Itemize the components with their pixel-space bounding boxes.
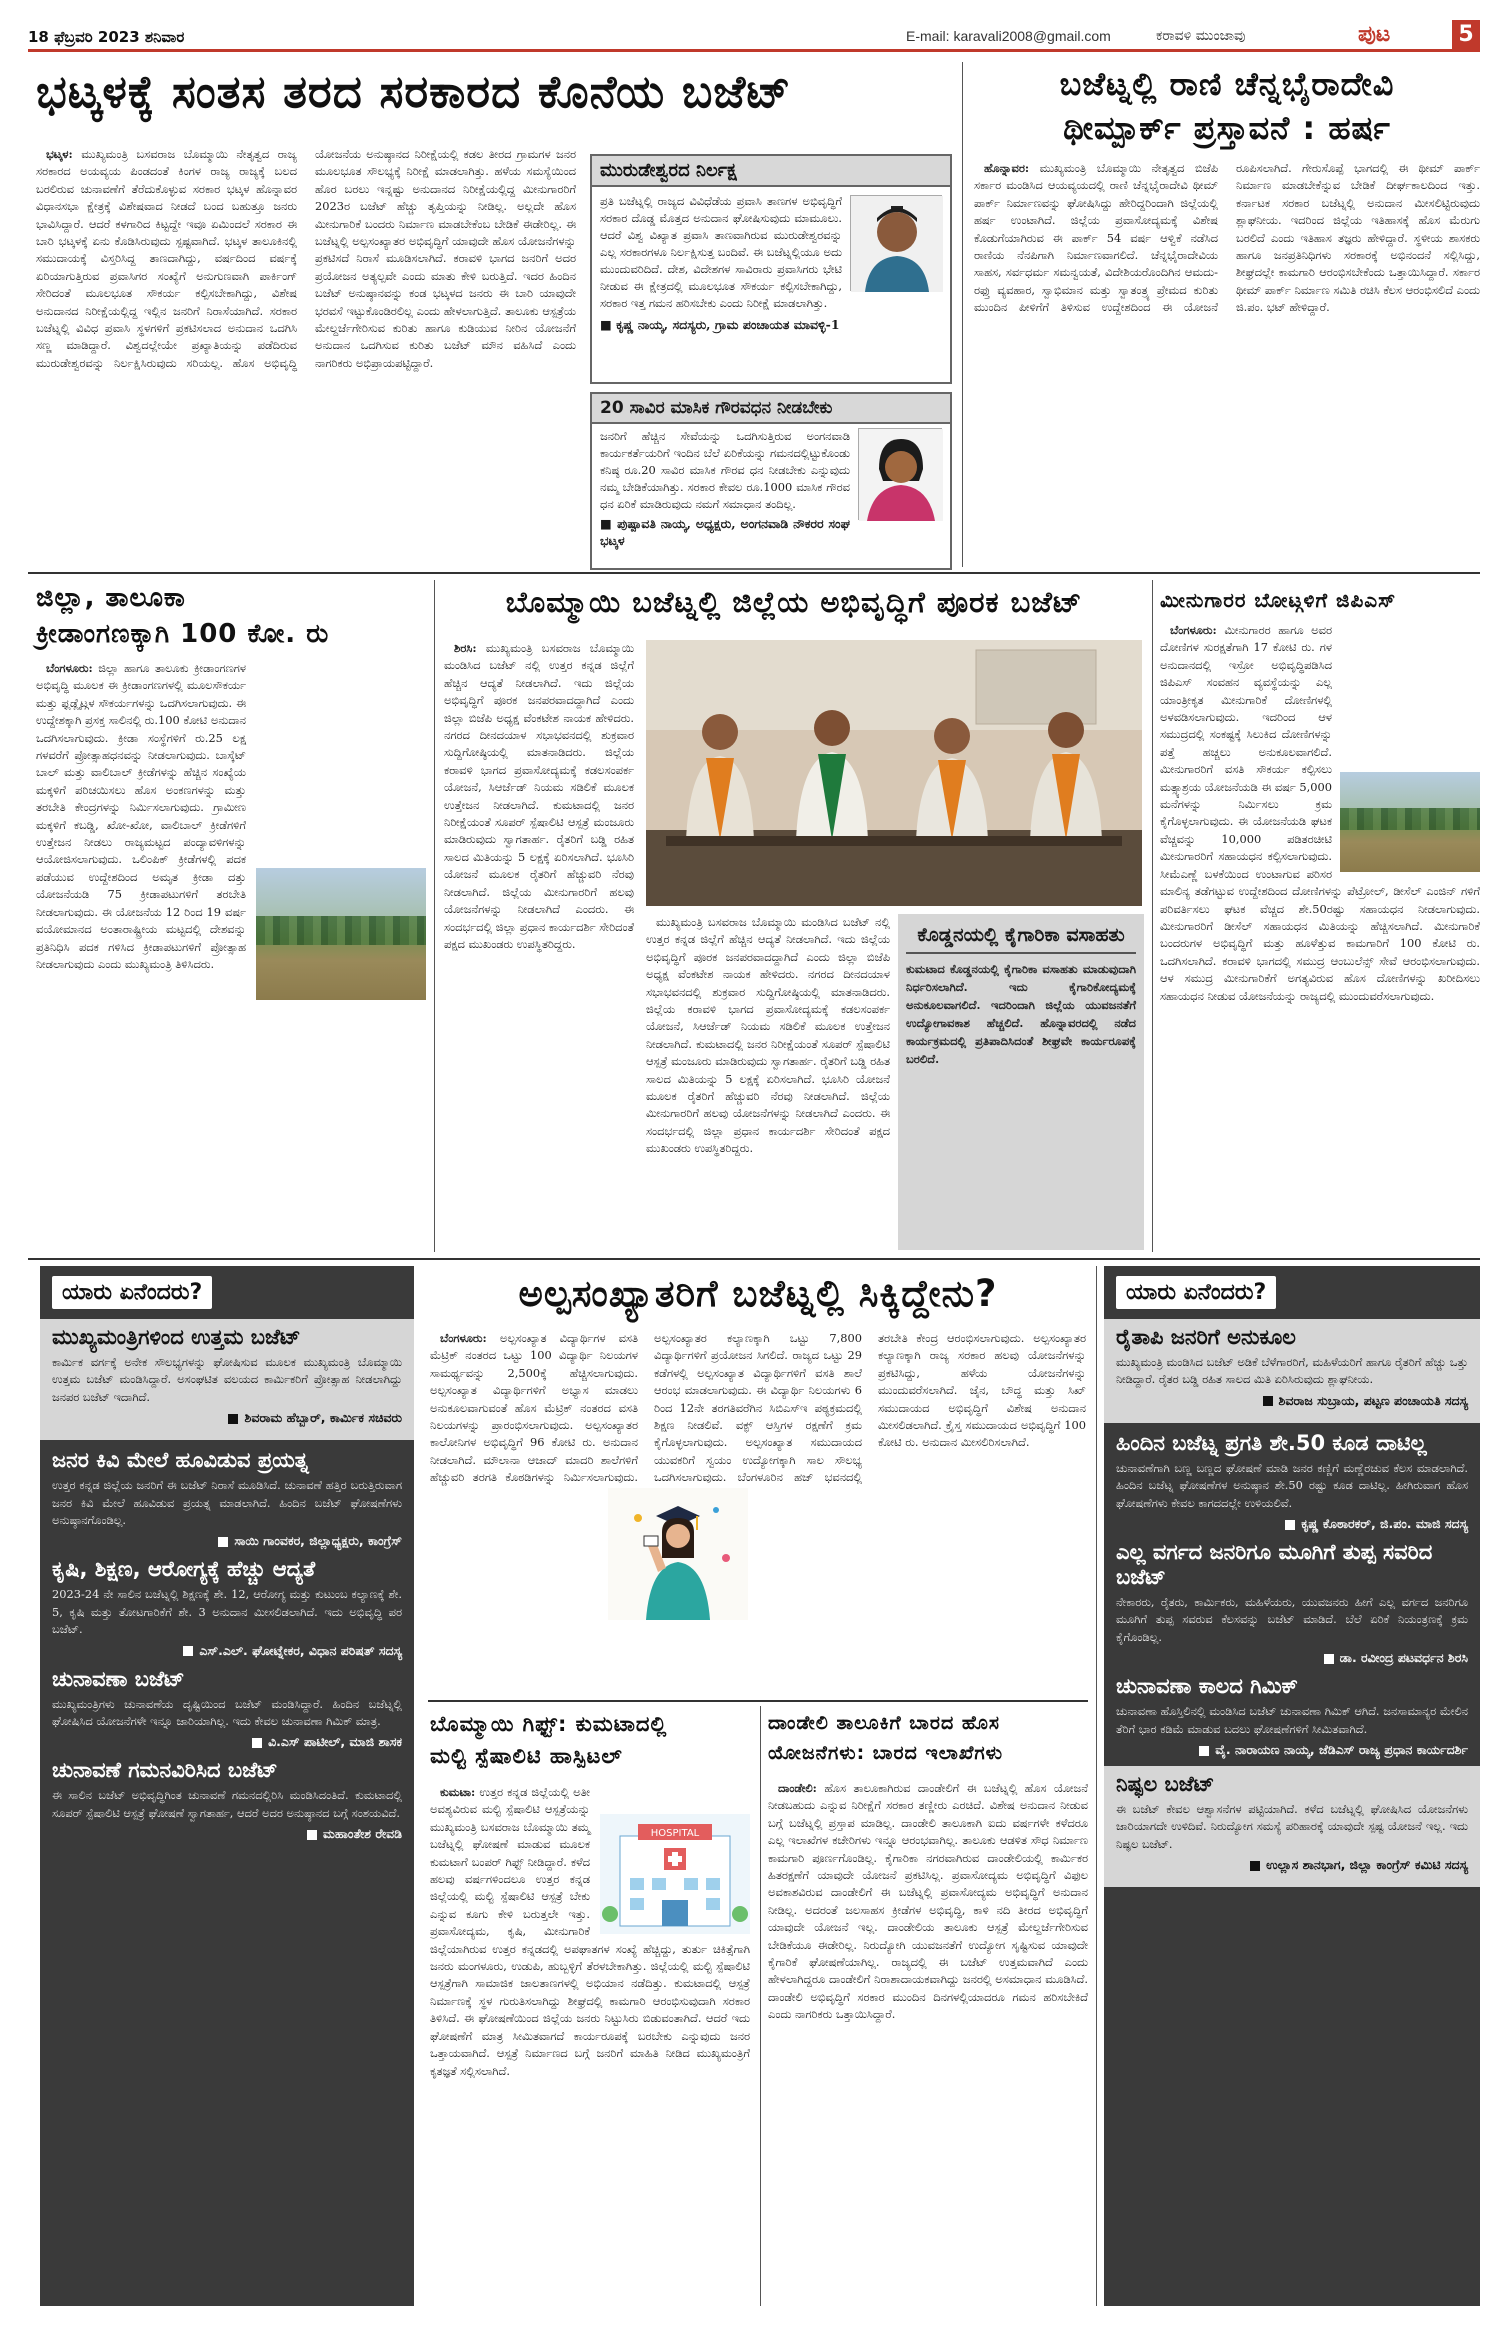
divider-bottom-right: [1096, 1266, 1097, 2306]
kumta-headline-line1: ಬೊಮ್ಮಾಯಿ ಗಿಫ್ಟ್: ಕುಮಟಾದಲ್ಲಿ: [430, 1712, 668, 1736]
minority-headline: ಅಲ್ಪಸಂಖ್ಯಾತರಿಗೆ ಬಜೆಟ್ನಲ್ಲಿ ಸಿಕ್ಕಿದ್ದೇನು?: [518, 1272, 998, 1315]
koodanagal-box: [898, 914, 1144, 1250]
divider-kumta-dandeli: [760, 1706, 761, 2306]
right-item-0-body: ಮುಖ್ಯಮಂತ್ರಿ ಮಂಡಿಸಿದ ಬಜೆಟ್ ಅಡಿಕೆ ಬೆಳೆಗಾರರಿಗೆ, ಮಹಿಳೆಯರಿಗೆ ಹಾಗೂ ರೈತರಿಗೆ ಹೆಚ್ಚು ಒತ್ತು ನೀಡಿದ್ದಾರೆ. ರೈತರ ಬಡ್ಡಿ ರಹಿತ ಸಾಲದ ಮಿತಿ ಏರಿಸಿರುವುದು ಶ್ಲಾಘನೀಯ.: [1116, 1355, 1468, 1387]
page-number: 5: [1452, 20, 1480, 50]
murudeshwar-box: ಮುರುಡೇಶ್ವರದ ನಿರ್ಲಕ್ಷ ಪ್ರತಿ ಬಜೆಟ್ನಲ್ಲಿ ರಾಜ್ಯದ ವಿವಿಧೆಡೆಯ ಪ್ರವಾಸಿ ತಾಣಗಳ ಅಭಿವೃದ್ಧಿಗೆ ಸರಕಾರ ದೊಡ್ಡ ಮೊತ್ತದ ಅನುದಾನ ಘೋಷಿಸುವುದು ಮಾಮೂಲು. ಆದರೆ ವಿಶ್ವ ವಿಖ್ಯಾತ ಪ್ರವಾಸಿ ತಾಣವಾಗಿರುವ ಮುರುಡೇಶ್ವರವನ್ನು ಎಲ್ಲ ಸರಕಾರಗಳೂ ನಿರ್ಲಕ್ಷಿಸುತ್ತ ಬಂದಿವೆ. ಈ ಬಜೆಟ್ನಲ್ಲಿಯೂ ಅದು ಮುಂದುವರಿದಿದೆ. ದೇಶ, ವಿದೇಶಗಳ ಸಾವಿರಾರು ಪ್ರವಾಸಿಗರು ಭೇಟಿ ನೀಡುವ ಈ ಕ್ಷೇತ್ರದಲ್ಲಿ ಮೂಲಭೂತ ಸೌಕರ್ಯ ಕಲ್ಪಿಸಬೇಕಾಗಿದ್ದು, ಸರಕಾರ ಇತ್ತ ಗಮನ ಹರಿಸಬೇಕು ಎಂದು ನಿರೀಕ್ಷೆ ಮಾಡಲಾಗಿತ್ತು. ■ ಕೃಷ್ಣ ನಾಯ್ಕ, ಸದಸ್ಯರು, ಗ್ರಾಮ ಪಂಚಾಯತ ಮಾವಳ್ಳಿ-1: [590, 154, 952, 384]
fishermen-body: ಮೀನುಗಾರರ ಹಾಗೂ ಅವರ ದೋಣಿಗಳ ಸುರಕ್ಷತೆಗಾಗಿ 17 ಕೋಟಿ ರು. ಗಳ ಅನುದಾನದಲ್ಲಿ ಇಸ್ರೋ ಅಭಿವೃದ್ಧಿಪಡಿಸಿದ ಜಿಪಿಎಸ್ ಸಂವಹನ ವ್ಯವಸ್ಥೆಯನ್ನು ಎಲ್ಲ ಯಾಂತ್ರೀಕೃತ ಮೀನುಗಾರಿಕೆ ದೋಣಿಗಳಲ್ಲಿ ಅಳವಡಿಸಲಾಗುವುದು. ಇದರಿಂದ ಆಳ ಸಮುದ್ರದಲ್ಲಿ ಸಂಕಷ್ಟಕ್ಕೆ ಸಿಲುಕಿದ ದೋಣಿಗಳನ್ನು ಪತ್ತೆ ಹಚ್ಚಲು ಅನುಕೂಲವಾಗಲಿದೆ. ಮೀನುಗಾರರಿಗೆ ವಸತಿ ಸೌಕರ್ಯ ಕಲ್ಪಿಸಲು ಮತ್ಸ್ಯಾಶ್ರಯ ಯೋಜನೆಯಡಿ ಈ ವರ್ಷ 5,000 ಮನೆಗಳನ್ನು ನಿರ್ಮಿಸಲು ಕ್ರಮ ಕೈಗೊಳ್ಳಲಾಗುವುದು. ಈ ಯೋಜನೆಯಡಿ ಘಟಕ ವೆಚ್ಚವನ್ನು 10,000 ಪಡಿತರಚೀಟಿ ಮೀನುಗಾರರಿಗೆ ಸಹಾಯಧನ ಕಲ್ಪಿಸಲಾಗುವುದು. ಸೀಮೆಎಣ್ಣೆ ಬಳಕೆಯಿಂದ ಉಂಟಾಗುವ ಪರಿಸರ ಮಾಲಿನ್ಯ ತಡೆಗಟ್ಟುವ ಉದ್ದೇಶದಿಂದ ದೋಣಿಗಳನ್ನು ಪೆಟ್ರೋಲ್, ಡೀಸೆಲ್ ಎಂಜಿನ್ ಗಳಿಗೆ ಪರಿವರ್ತಿಸಲು ಘಟಕ ವೆಚ್ಚದ ಶೇ.50ರಷ್ಟು ಸಹಾಯಧನ ನೀಡಲಾಗುವುದು. ಮೀನುಗಾರರಿಗೆ ಡೀಸೆಲ್ ಸಹಾಯಧನ ಮಿತಿಯನ್ನು ಹೆಚ್ಚಿಸಲಾಗಿದೆ. ಮೀನುಗಾರಿಕೆ ಬಂದರುಗಳ ಅಭಿವೃದ್ಧಿಗೆ ಮತ್ತು ಹೂಳೆತ್ತುವ ಕಾಮಗಾರಿಗೆ 100 ಕೋಟಿ ರು. ಒದಗಿಸಲಾಗಿದೆ. ಕರಾವಳಿ ಭಾಗದಲ್ಲಿ ಸಮುದ್ರ ಆಂಬುಲೆನ್ಸ್ ಸೇವೆ ಆರಂಭಿಸಲಾಗುವುದು. ಆಳ ಸಮುದ್ರ ಮೀನುಗಾರಿಕೆಗೆ ಅಗತ್ಯವಿರುವ ಹೊಸ ದೋಣಿಗಳನ್ನು ಖರೀದಿಸಲು ಸಹಾಯಧನ ನೀಡುವ ಯೋಜನೆಯನ್ನು ರಾಜ್ಯದಲ್ಲಿ ಮುಂದುವರೆಸಲಾಗುವುದು.: [1160, 623, 1480, 1003]
page-label: ಪುಟ: [1358, 22, 1391, 47]
anganwadi-box-body: ಜನರಿಗೆ ಹೆಚ್ಚಿನ ಸೇವೆಯನ್ನು ಒದಗಿಸುತ್ತಿರುವ ಅಂಗನವಾಡಿ ಕಾರ್ಯಕರ್ತೆಯರಿಗೆ ಇಂದಿನ ಬೆಲೆ ಏರಿಕೆಯನ್ನು ಗಮನದಲ್ಲಿಟ್ಟುಕೊಂಡು ಕನಿಷ್ಠ ರೂ.20 ಸಾವಿರ ಮಾಸಿಕ ಗೌರವ ಧನ ನೀಡಬೇಕು ಎನ್ನುವುದು ನಮ್ಮ ಬೇಡಿಕೆಯಾಗಿತ್ತು. ಸರಕಾರ ಕೇವಲ ರೂ.1000 ಮಾಸಿಕ ಗೌರವ ಧನ ಏರಿಕೆ ಮಾಡಿರುವುದು ನಮಗೆ ಸಮಾಧಾನ ತಂದಿಲ್ಲ.: [600, 429, 850, 511]
dandeli-dateline: ದಾಂಡೇಲಿ:: [778, 1781, 817, 1795]
kumta-body: ಉತ್ತರ ಕನ್ನಡ ಜಿಲ್ಲೆಯಲ್ಲಿ ಅತೀ ಅವಶ್ಯವಿರುವ ಮಲ್ಟಿ ಸ್ಪೆಷಾಲಿಟಿ ಆಸ್ಪತ್ರೆಯನ್ನು ಮುಖ್ಯಮಂತ್ರಿ ಬಸವರಾಜ ಬೊಮ್ಮಾಯಿ ತಮ್ಮ ಬಜೆಟ್ನಲ್ಲಿ ಘೋಷಣೆ ಮಾಡುವ ಮೂಲಕ ಕುಮಟಾಗೆ ಬಂಪರ್ ಗಿಫ್ಟ್ ನೀಡಿದ್ದಾರೆ. ಕಳೆದ ಹಲವು ವರ್ಷಗಳಿಂದಲೂ ಉತ್ತರ ಕನ್ನಡ ಜಿಲ್ಲೆಯಲ್ಲಿ ಮಲ್ಟಿ ಸ್ಪೆಷಾಲಿಟಿ ಆಸ್ಪತ್ರೆ ಬೇಕು ಎನ್ನುವ ಕೂಗು ಕೇಳಿ ಬರುತ್ತಲೇ ಇತ್ತು. ಪ್ರವಾಸೋದ್ಯಮ, ಕೃಷಿ, ಮೀನುಗಾರಿಕೆ ಜಿಲ್ಲೆಯಾಗಿರುವ ಉತ್ತರ ಕನ್ನಡದಲ್ಲಿ ಅಪಘಾತಗಳ ಸಂಖ್ಯೆ ಹೆಚ್ಚಿದ್ದು, ತುರ್ತು ಚಿಕಿತ್ಸೆಗಾಗಿ ಜನರು ಮಂಗಳೂರು, ಉಡುಪಿ, ಹುಬ್ಬಳ್ಳಿಗೆ ತೆರಳಬೇಕಾಗಿತ್ತು. ಜಿಲ್ಲೆಯಲ್ಲಿ ಮಲ್ಟಿ ಸ್ಪೆಷಾಲಿಟಿ ಆಸ್ಪತ್ರೆಗಾಗಿ ಸಾಮಾಜಿಕ ಜಾಲತಾಣಗಳಲ್ಲಿ ಅಭಿಯಾನ ನಡೆದಿತ್ತು. ಕುಮಟಾದಲ್ಲಿ ಆಸ್ಪತ್ರೆ ನಿರ್ಮಾಣಕ್ಕೆ ಸ್ಥಳ ಗುರುತಿಸಲಾಗಿದ್ದು ಶೀಘ್ರದಲ್ಲಿ ಕಾಮಗಾರಿ ಆರಂಭಿಸುವುದಾಗಿ ಸರಕಾರ ತಿಳಿಸಿದೆ. ಈ ಘೋಷಣೆಯಿಂದ ಜಿಲ್ಲೆಯ ಜನರು ನಿಟ್ಟುಸಿರು ಬಿಡುವಂತಾಗಿದೆ. ಆದರೆ ಇದು ಘೋಷಣೆಗೆ ಮಾತ್ರ ಸೀಮಿತವಾಗದೆ ಕಾರ್ಯರೂಪಕ್ಕೆ ಬರಬೇಕು ಎನ್ನುವುದು ಜನರ ಒತ್ತಾಯವಾಗಿದೆ. ಆಸ್ಪತ್ರೆ ನಿರ್ಮಾಣದ ಬಗ್ಗೆ ಜನರಿಗೆ ಮಾಹಿತಿ ನೀಡಿದ ಮುಖ್ಯಮಂತ್ರಿಗೆ ಕೃತಜ್ಞತೆ ಸಲ್ಲಿಸಲಾಗಿದೆ.: [430, 1785, 750, 2078]
left-item-1-sig: ಸಾಯಿ ಗಾಂವಕರ, ಜಿಲ್ಲಾಧ್ಯಕ್ಷರು, ಕಾಂಗ್ರೆಸ್: [234, 1533, 402, 1549]
left-item-4-head: ಚುನಾವಣೆ ಗಮನವಿರಿಸಿದ ಬಜೆಟ್: [52, 1758, 278, 1783]
stadium-body: ಜಿಲ್ಲಾ ಹಾಗೂ ತಾಲೂಕು ಕ್ರೀಡಾಂಗಣಗಳ ಅಭಿವೃದ್ಧಿ ಮೂಲಕ ಈ ಕ್ರೀಡಾಂಗಣಗಳಲ್ಲಿ ಮೂಲಸೌಕರ್ಯ ಮತ್ತು ಫ್ಲಡ್ಲೈಟ್ಗಳ ಸೌಕರ್ಯಗಳನ್ನು ಒದಗಿಸಲಾಗುವುದು. ಈ ಉದ್ದೇಶಕ್ಕಾಗಿ ಪ್ರಸಕ್ತ ಸಾಲಿನಲ್ಲಿ ರು.100 ಕೋಟಿ ಅನುದಾನ ಒದಗಿಸಲಾಗುವುದು. ಕ್ರೀಡಾ ಸಂಸ್ಥೆಗಳಿಗೆ ರು.25 ಲಕ್ಷ ಗಳವರೆಗೆ ಪ್ರೋತ್ಸಾಹಧನವನ್ನು ನೀಡಲಾಗುವುದು. ಬಾಸ್ಕೆಟ್ ಬಾಲ್ ಮತ್ತು ವಾಲಿಬಾಲ್ ಕ್ರೀಡೆಗಳನ್ನು ಹೆಚ್ಚಿನ ಸಂಖ್ಯೆಯ ಮಕ್ಕಳಿಗೆ ಪರಿಚಯಿಸಲು ಹೊಸ ಅಂಕಣಗಳನ್ನು ಮತ್ತು ತರಬೇತಿ ಕೇಂದ್ರಗಳನ್ನು ನಿರ್ಮಿಸಲಾಗುವುದು. ಗ್ರಾಮೀಣ ಮಕ್ಕಳಿಗೆ ಕಬಡ್ಡಿ, ಖೋ-ಖೋ, ವಾಲಿಬಾಲ್ ಕ್ರೀಡೆಗಳಿಗೆ ಉತ್ತೇಜನ ನೀಡಲು ರಾಜ್ಯಮಟ್ಟದ ಪಂದ್ಯಾವಳಿಗಳನ್ನು ಆಯೋಜಿಸಲಾಗುವುದು. ಒಲಿಂಪಿಕ್ ಕ್ರೀಡೆಗಳಲ್ಲಿ ಪದಕ ಪಡೆಯುವ ಉದ್ದೇಶದಿಂದ ಅಮೃತ ಕ್ರೀಡಾ ದತ್ತು ಯೋಜನೆಯಡಿ 75 ಕ್ರೀಡಾಪಟುಗಳಿಗೆ ತರಬೇತಿ ನೀಡಲಾಗುವುದು. ಈ ಯೋಜನೆಯ 12 ರಿಂದ 19 ವರ್ಷ ವಯೋಮಾನದ ಅಂತಾರಾಷ್ಟ್ರೀಯ ಮಟ್ಟದಲ್ಲಿ ದೇಶವನ್ನು ಪ್ರತಿನಿಧಿಸಿ ಪದಕ ಗಳಿಸಿದ ಕ್ರೀಡಾಪಟುಗಳಿಗೆ ಪ್ರೋತ್ಸಾಹ ನೀಡಲಾಗುವುದು ಎಂದು ಮುಖ್ಯಮಂತ್ರಿ ತಿಳಿಸಿದರು.: [36, 661, 246, 971]
dandeli-headline-line1: ದಾಂಡೇಲಿ ತಾಲೂಕಿಗೆ ಬಾರದ ಹೊಸ: [768, 1712, 1000, 1734]
lead-story: [36, 146, 576, 564]
left-item-2-body: 2023-24 ನೇ ಸಾಲಿನ ಬಜೆಟ್ನಲ್ಲಿ ಶಿಕ್ಷಣಕ್ಕೆ ಶೇ. 12, ಆರೋಗ್ಯ ಮತ್ತು ಕುಟುಂಬ ಕಲ್ಯಾಣಕ್ಕೆ ಶೇ. 5, ಕೃಷಿ ಮತ್ತು ತೋಟಗಾರಿಕೆಗೆ ಶೇ. 3 ಅನುದಾನ ಮೀಸಲಿಡಲಾಗಿದೆ. ಇದು ಅಭಿವೃದ್ಧಿ ಪರ ಬಜೆಟ್.: [52, 1587, 402, 1637]
district-headline: ಬೊಮ್ಮಾಯಿ ಬಜೆಟ್ನಲ್ಲಿ ಜಿಲ್ಲೆಯ ಅಭಿವೃದ್ಧಿಗೆ ಪೂರಕ ಬಜೆಟ್: [505, 585, 1083, 619]
graduate-illustration: [608, 1488, 748, 1620]
fishermen-headline: ಮೀನುಗಾರರ ಬೋಟ್ಗಳಿಗೆ ಜಿಪಿಎಸ್: [1160, 588, 1397, 612]
right-item-0-head: ರೈತಾಪಿ ಜನರಿಗೆ ಅನುಕೂಲ: [1116, 1325, 1296, 1349]
stadium-field-photo: [256, 868, 426, 1000]
district-body: ಮುಖ್ಯಮಂತ್ರಿ ಬಸವರಾಜ ಬೊಮ್ಮಾಯಿ ಮಂಡಿಸಿದ ಬಜೆಟ್ ನಲ್ಲಿ ಉತ್ತರ ಕನ್ನಡ ಜಿಲ್ಲೆಗೆ ಹೆಚ್ಚಿನ ಆದ್ಯತೆ ನೀಡಲಾಗಿದೆ. ಇದು ಜಿಲ್ಲೆಯ ಅಭಿವೃದ್ಧಿಗೆ ಪೂರಕ ಜನಪರವಾದದ್ದಾಗಿದೆ ಎಂದು ಜಿಲ್ಲಾ ಬಿಜೆಪಿ ಅಧ್ಯಕ್ಷ ವೆಂಕಟೇಶ ನಾಯಕ ಹೇಳಿದರು. ನಗರದ ದೀನದಯಾಳ ಸಭಾಭವನದಲ್ಲಿ ಶುಕ್ರವಾರ ಸುದ್ದಿಗೋಷ್ಠಿಯಲ್ಲಿ ಮಾತನಾಡಿದರು. ಜಿಲ್ಲೆಯ ಕರಾವಳಿ ಭಾಗದ ಪ್ರವಾಸೋದ್ಯಮಕ್ಕೆ ಕಡಲಸಂಪರ್ಕ ಯೋಜನೆ, ಸಿಆರ್ಜೆಡ್ ನಿಯಮ ಸಡಿಲಿಕೆ ಮೂಲಕ ಉತ್ತೇಜನ ನೀಡಲಾಗಿದೆ. ಕುಮಟಾದಲ್ಲಿ ಜನರ ನಿರೀಕ್ಷೆಯಂತೆ ಸೂಪರ್ ಸ್ಪೆಷಾಲಿಟಿ ಆಸ್ಪತ್ರೆ ಮಂಜೂರು ಮಾಡಿರುವುದು ಸ್ವಾಗತಾರ್ಹ. ರೈತರಿಗೆ ಬಡ್ಡಿ ರಹಿತ ಸಾಲದ ಮಿತಿಯನ್ನು 5 ಲಕ್ಷಕ್ಕೆ ಏರಿಸಲಾಗಿದೆ. ಭೂಸಿರಿ ಯೋಜನೆ ಮೂಲಕ ರೈತರಿಗೆ ಹೆಚ್ಚುವರಿ ನೆರವು ನೀಡಲಾಗಿದೆ. ಜಿಲ್ಲೆಯ ಮೀನುಗಾರರಿಗೆ ಹಲವು ಯೋಜನೆಗಳನ್ನು ನೀಡಲಾಗಿದೆ ಎಂದರು. ಈ ಸಂದರ್ಭದಲ್ಲಿ ಜಿಲ್ಲಾ ಪ್ರಧಾನ ಕಾರ್ಯದರ್ಶಿ ಸೇರಿದಂತೆ ಪಕ್ಷದ ಮುಖಂಡರು ಉಪಸ್ಥಿತರಿದ್ದರು.: [444, 641, 634, 951]
murudeshwar-box-signature: ಕೃಷ್ಣ ನಾಯ್ಕ, ಸದಸ್ಯರು, ಗ್ರಾಮ ಪಂಚಾಯತ ಮಾವಳ್ಳಿ-1: [616, 317, 840, 332]
divider-mid-right: [1152, 580, 1153, 1252]
murudeshwar-box-body: ಪ್ರತಿ ಬಜೆಟ್ನಲ್ಲಿ ರಾಜ್ಯದ ವಿವಿಧೆಡೆಯ ಪ್ರವಾಸಿ ತಾಣಗಳ ಅಭಿವೃದ್ಧಿಗೆ ಸರಕಾರ ದೊಡ್ಡ ಮೊತ್ತದ ಅನುದಾನ ಘೋಷಿಸುವುದು ಮಾಮೂಲು. ಆದರೆ ವಿಶ್ವ ವಿಖ್ಯಾತ ಪ್ರವಾಸಿ ತಾಣವಾಗಿರುವ ಮುರುಡೇಶ್ವರವನ್ನು ಎಲ್ಲ ಸರಕಾರಗಳೂ ನಿರ್ಲಕ್ಷಿಸುತ್ತ ಬಂದಿವೆ. ಈ ಬಜೆಟ್ನಲ್ಲಿಯೂ ಅದು ಮುಂದುವರಿದಿದೆ. ದೇಶ, ವಿದೇಶಗಳ ಸಾವಿರಾರು ಪ್ರವಾಸಿಗರು ಭೇಟಿ ನೀಡುವ ಈ ಕ್ಷೇತ್ರದಲ್ಲಿ ಮೂಲಭೂತ ಸೌಕರ್ಯ ಕಲ್ಪಿಸಬೇಕಾಗಿದ್ದು, ಸರಕಾರ ಇತ್ತ ಗಮನ ಹರಿಸಬೇಕು ಎಂದು ನಿರೀಕ್ಷೆ ಮಾಡಲಾಗಿತ್ತು.: [600, 194, 842, 310]
stadium-story: [36, 660, 426, 1252]
press-meet-photo: [646, 640, 1142, 906]
rule-2: [28, 1258, 1480, 1260]
district-story-col2: [646, 914, 890, 1252]
right-item-2-sig: ಡಾ. ರವೀಂದ್ರ ಪಟವರ್ಧನ ಶಿರಸಿ: [1339, 1650, 1468, 1666]
rani-story: [974, 160, 1480, 566]
koodanagal-box-body: ಕುಮಟಾದ ಕೊಡ್ಡನಯಲ್ಲಿ ಕೈಗಾರಿಕಾ ವಸಾಹತು ಮಾಡುವುದಾಗಿ ನಿರ್ಧರಿಸಲಾಗಿದೆ. ಇದು ಕೈಗಾರಿಕೋದ್ಯಮಕ್ಕೆ ಅನುಕೂಲವಾಗಲಿದೆ. ಇದರಿಂದಾಗಿ ಜಿಲ್ಲೆಯ ಯುವಜನತೆಗೆ ಉದ್ಯೋಗಾವಕಾಶ ಹೆಚ್ಚಲಿದೆ. ಹೊನ್ನಾವರದಲ್ಲಿ ನಡೆದ ಕಾರ್ಯಕ್ರಮದಲ್ಲಿ ಪ್ರತಿಪಾದಿಸಿದಂತೆ ಶೀಘ್ರವೇ ಕಾರ್ಯರೂಪಕ್ಕೆ ಬರಲಿದೆ.: [906, 962, 1136, 1066]
left-item-1-body: ಉತ್ತರ ಕನ್ನಡ ಜಿಲ್ಲೆಯ ಜನರಿಗೆ ಈ ಬಜೆಟ್ ನಿರಾಸೆ ಮೂಡಿಸಿದೆ. ಚುನಾವಣೆ ಹತ್ತಿರ ಬರುತ್ತಿರುವಾಗ ಜನರ ಕಿವಿ ಮೇಲೆ ಹೂವಿಡುವ ಪ್ರಯತ್ನ ಮಾಡಲಾಗಿದೆ. ಹಿಂದಿನ ಬಜೆಟ್ ಘೋಷಣೆಗಳು ಅನುಷ್ಠಾನಗೊಂಡಿಲ್ಲ.: [52, 1478, 402, 1528]
murudeshwar-person-photo: [850, 195, 942, 291]
lead-headline: ಭಟ್ಕಳಕ್ಕೆ ಸಂತಸ ತರದ ಸರಕಾರದ ಕೊನೆಯ ಬಜೆಟ್: [36, 65, 792, 118]
rani-body: ಮುಖ್ಯಮಂತ್ರಿ ಬೊಮ್ಮಾಯಿ ನೇತೃತ್ವದ ಬಿಜೆಪಿ ಸರ್ಕಾರ ಮಂಡಿಸಿದ ಆಯವ್ಯಯದಲ್ಲಿ ರಾಣಿ ಚೆನ್ನಭೈರಾದೇವಿ ಥೀಮ್ ಪಾರ್ಕ್ ನಿರ್ಮಾಣವನ್ನು ಘೋಷಿಸಿದ್ದು ಹೇರಿದ್ದರಿಂದಾಗಿ ಜಿಲ್ಲೆಯಲ್ಲಿ ಹರ್ಷ ಉಂಟಾಗಿದೆ. ಜಿಲ್ಲೆಯ ಪ್ರವಾಸೋದ್ಯಮಕ್ಕೆ ವಿಶೇಷ ಕೊಡುಗೆಯಾಗಿರುವ ಈ ಪಾರ್ಕ್ 54 ವರ್ಷ ಆಳ್ವಿಕೆ ನಡೆಸಿದ ರಾಣಿಯ ನೆನಪಿಗಾಗಿ ನಿರ್ಮಾಣವಾಗಲಿದೆ. ಚೆನ್ನಭೈರಾದೇವಿಯ ಸಾಹಸ, ಸರ್ವಧರ್ಮ ಸಮನ್ವಯತೆ, ವಿದೇಶಿಯರೊಂದಿಗಿನ ಆಮದು-ರಫ್ತು ವ್ಯವಹಾರ, ಸ್ವಾಭಿಮಾನ ಮತ್ತು ಸ್ವಾತಂತ್ರ್ಯ ಪ್ರೇಮದ ಕುರಿತು ಮುಂದಿನ ಪೀಳಿಗೆಗೆ ತಿಳಿಸುವ ಉದ್ದೇಶದಿಂದ ಈ ಯೋಜನೆ ರೂಪಿಸಲಾಗಿದೆ. ಗೇರುಸೊಪ್ಪೆ ಭಾಗದಲ್ಲಿ ಈ ಥೀಮ್ ಪಾರ್ಕ್ ನಿರ್ಮಾಣ ಮಾಡಬೇಕೆನ್ನುವ ಬೇಡಿಕೆ ದೀರ್ಘಕಾಲದಿಂದ ಇತ್ತು. ಕರ್ನಾಟಕ ಸರಕಾರ ಬಜೆಟ್ನಲ್ಲಿ ಅನುದಾನ ಮೀಸಲಿಟ್ಟಿರುವುದು ಶ್ಲಾಘನೀಯ. ಇದರಿಂದ ಜಿಲ್ಲೆಯ ಇತಿಹಾಸಕ್ಕೆ ಹೊಸ ಮೆರುಗು ಬರಲಿದೆ ಎಂದು ಇತಿಹಾಸ ತಜ್ಞರು ಹೇಳಿದ್ದಾರೆ. ಸ್ಥಳೀಯ ಶಾಸಕರು ಹಾಗೂ ಜನಪ್ರತಿನಿಧಿಗಳು ಸರಕಾರಕ್ಕೆ ಅಭಿನಂದನೆ ಸಲ್ಲಿಸಿದ್ದು, ಶೀಘ್ರದಲ್ಲೇ ಕಾಮಗಾರಿ ಆರಂಭಿಸಬೇಕೆಂದು ಒತ್ತಾಯಿಸಿದ್ದಾರೆ. ಸರ್ಕಾರ ಥೀಮ್ ಪಾರ್ಕ್ ನಿರ್ಮಾಣ ಸಮಿತಿ ರಚಿಸಿ ಕೆಲಸ ಆರಂಭಿಸಲಿದೆ ಎಂದು ಜಿ.ಪಂ. ಭಟ್ ಹೇಳಿದ್ದಾರೆ.: [974, 161, 1480, 315]
right-item-3-body: ಚುನಾವಣಾ ಹೊಸ್ತಿಲಿನಲ್ಲಿ ಮಂಡಿಸಿದ ಬಜೆಟ್ ಚುನಾವಣಾ ಗಿಮಿಕ್ ಆಗಿದೆ. ಜನಸಾಮಾನ್ಯರ ಮೇಲಿನ ತೆರಿಗೆ ಭಾರ ಕಡಿಮೆ ಮಾಡುವ ಬದಲು ಘೋಷಣೆಗಳಿಗೆ ಸೀಮಿತವಾಗಿದೆ.: [1116, 1704, 1468, 1736]
stadium-headline-line1: ಜಿಲ್ಲಾ, ತಾಲೂಕಾ: [36, 583, 186, 613]
rule-1: [28, 572, 1480, 574]
right-item-2-head: ಎಲ್ಲ ವರ್ಗದ ಜನರಿಗೂ ಮೂಗಿಗೆ ತುಪ್ಪ ಸವರಿದ ಬಜೆಟ್: [1116, 1540, 1433, 1590]
stadium-dateline: ಬೆಂಗಳೂರು:: [46, 661, 93, 675]
right-item-4-sig: ಉಲ್ಲಾಸ ಶಾನಭಾಗ, ಜಿಲ್ಲಾ ಕಾಂಗ್ರೆಸ್ ಕಮಿಟಿ ಸದಸ್ಯ: [1266, 1857, 1468, 1873]
right-item-2-body: ನೇಕಾರರು, ರೈತರು, ಕಾರ್ಮಿಕರು, ಮಹಿಳೆಯರು, ಯುವಜನರು ಹೀಗೆ ಎಲ್ಲ ವರ್ಗದ ಜನರಿಗೂ ಮೂಗಿಗೆ ತುಪ್ಪ ಸವರುವ ಕೆಲಸವನ್ನು ಬಜೆಟ್ ಮಾಡಿದೆ. ಬೆಲೆ ಏರಿಕೆ ನಿಯಂತ್ರಣಕ್ಕೆ ಕ್ರಮ ಕೈಗೊಂಡಿಲ್ಲ.: [1116, 1595, 1468, 1644]
left-item-0-head: ಮುಖ್ಯಮಂತ್ರಿಗಳಿಂದ ಉತ್ತಮ ಬಜೆಟ್: [52, 1325, 301, 1349]
lead-dateline: ಭಟ್ಕಳ:: [46, 147, 73, 161]
divider-top: [962, 62, 963, 567]
district-dateline: ಶಿರಸಿ:: [454, 641, 477, 655]
right-item-1-body: ಚುನಾವಣೆಗಾಗಿ ಬಣ್ಣ ಬಣ್ಣದ ಘೋಷಣೆ ಮಾಡಿ ಜನರ ಕಣ್ಣಿಗೆ ಮಣ್ಣೆರಚುವ ಕೆಲಸ ಮಾಡಲಾಗಿದೆ. ಹಿಂದಿನ ಬಜೆಟ್ನ ಘೋಷಣೆಗಳ ಅನುಷ್ಠಾನ ಶೇ.50 ರಷ್ಟು ಕೂಡ ದಾಟಿಲ್ಲ. ಹೀಗಿರುವಾಗ ಹೊಸ ಘೋಷಣೆಗಳು ಕೇವಲ ಕಾಗದದಲ್ಲೇ ಉಳಿಯಲಿವೆ.: [1116, 1460, 1468, 1510]
anganwadi-box-signature: ಪುಷ್ಪಾವತಿ ನಾಯ್ಕ, ಅಧ್ಯಕ್ಷರು, ಅಂಗನವಾಡಿ ನೌಕರರ ಸಂಘ ಭಟ್ಕಳ: [600, 516, 850, 548]
rani-headline-line1: ಬಜೆಟ್ನಲ್ಲಿ ರಾಣಿ ಚೆನ್ನಭೈರಾದೇವಿ: [1059, 65, 1395, 103]
left-item-3-head: ಚುನಾವಣಾ ಬಜೆಟ್: [52, 1666, 185, 1691]
rani-headline-line2: ಥೀಮ್ಪಾರ್ಕ್ ಪ್ರಸ್ತಾವನೆ : ಹರ್ಷ: [1063, 109, 1391, 147]
fishermen-story: [1160, 622, 1480, 1252]
paper-name: ಕರಾವಳಿ ಮುಂಜಾವು: [1156, 28, 1246, 44]
kumta-story: [430, 1784, 750, 2304]
left-item-2-head: ಕೃಷಿ, ಶಿಕ್ಷಣ, ಆರೋಗ್ಯಕ್ಕೆ ಹೆಚ್ಚು ಆದ್ಯತೆ: [52, 1557, 316, 1582]
left-opinions-panel: [40, 1266, 414, 2306]
anganwadi-box-title: 20 ಸಾವಿರ ಮಾಸಿಕ ಗೌರವಧನ ನೀಡಬೇಕು: [592, 394, 950, 424]
right-item-4-head: ನಿಷ್ಫಲ ಬಜೆಟ್: [1116, 1772, 1215, 1797]
left-item-4-sig: ಮಹಾಂತೇಶ ರೇವಡಿ: [322, 1826, 402, 1842]
fishermen-dateline: ಬೆಂಗಳೂರು:: [1170, 623, 1217, 637]
district-story-col1: [444, 640, 634, 1252]
left-panel-title: ಯಾರು ಏನೆಂದರು?: [52, 1276, 212, 1309]
minority-dateline: ಬೆಂಗಳೂರು:: [440, 1331, 487, 1345]
anganwadi-person-photo: [858, 428, 942, 520]
left-item-3-body: ಮುಖ್ಯಮಂತ್ರಿಗಳು ಚುನಾವಣೆಯ ದೃಷ್ಟಿಯಿಂದ ಬಜೆಟ್ ಮಂಡಿಸಿದ್ದಾರೆ. ಹಿಂದಿನ ಬಜೆಟ್ನಲ್ಲಿ ಘೋಷಿಸಿದ ಯೋಜನೆಗಳೇ ಇನ್ನೂ ಜಾರಿಯಾಗಿಲ್ಲ. ಇದು ಕೇವಲ ಚುನಾವಣಾ ಗಿಮಿಕ್ ಮಾತ್ರ.: [52, 1696, 402, 1729]
rani-dateline: ಹೊನ್ನಾವರ:: [984, 161, 1030, 175]
masthead: [28, 22, 1480, 52]
right-item-0-sig: ಶಿವರಾಜ ಸುಬ್ರಾಯ, ಪಟ್ಟಣ ಪಂಚಾಯತಿ ಸದಸ್ಯ: [1278, 1392, 1468, 1408]
left-item-2-sig: ಎಸ್.ಎಲ್. ಘೋಟ್ನೇಕರ, ವಿಧಾನ ಪರಿಷತ್ ಸದಸ್ಯ: [199, 1642, 402, 1658]
minority-story: [430, 1330, 1086, 1692]
right-item-1-head: ಹಿಂದಿನ ಬಜೆಟ್ನ ಪ್ರಗತಿ ಶೇ.50 ಕೂಡ ದಾಟಿಲ್ಲ: [1116, 1430, 1427, 1455]
right-panel-title: ಯಾರು ಏನೆಂದರು?: [1116, 1276, 1276, 1309]
murudeshwar-box-title: ಮುರುಡೇಶ್ವರದ ನಿರ್ಲಕ್ಷ: [592, 156, 950, 187]
left-item-0-body: ಕಾರ್ಮಿಕ ವರ್ಗಕ್ಕೆ ಅನೇಕ ಸೌಲಭ್ಯಗಳನ್ನು ಘೋಷಿಸುವ ಮೂಲಕ ಮುಖ್ಯಮಂತ್ರಿ ಬೊಮ್ಮಾಯಿ ಉತ್ತಮ ಬಜೆಟ್ ಮಂಡಿಸಿದ್ದಾರೆ. ಅಸಂಘಟಿತ ವಲಯದ ಕಾರ್ಮಿಕರಿಗೆ ಪ್ರೋತ್ಸಾಹ ನೀಡಲಾಗಿದ್ದು ಜನಪರ ಬಜೆಟ್ ಇದಾಗಿದೆ.: [52, 1355, 402, 1404]
rule-3: [428, 1700, 1088, 1702]
anganwadi-box: 20 ಸಾವಿರ ಮಾಸಿಕ ಗೌರವಧನ ನೀಡಬೇಕು ಜನರಿಗೆ ಹೆಚ್ಚಿನ ಸೇವೆಯನ್ನು ಒದಗಿಸುತ್ತಿರುವ ಅಂಗನವಾಡಿ ಕಾರ್ಯಕರ್ತೆಯರಿಗೆ ಇಂದಿನ ಬೆಲೆ ಏರಿಕೆಯನ್ನು ಗಮನದಲ್ಲಿಟ್ಟುಕೊಂಡು ಕನಿಷ್ಠ ರೂ.20 ಸಾವಿರ ಮಾಸಿಕ ಗೌರವ ಧನ ನೀಡಬೇಕು ಎನ್ನುವುದು ನಮ್ಮ ಬೇಡಿಕೆಯಾಗಿತ್ತು. ಸರಕಾರ ಕೇವಲ ರೂ.1000 ಮಾಸಿಕ ಗೌರವ ಧನ ಏರಿಕೆ ಮಾಡಿರುವುದು ನಮಗೆ ಸಮಾಧಾನ ತಂದಿಲ್ಲ. ■ ಪುಷ್ಪಾವತಿ ನಾಯ್ಕ, ಅಧ್ಯಕ್ಷರು, ಅಂಗನವಾಡಿ ನೌಕರರ ಸಂಘ ಭಟ್ಕಳ: [590, 392, 952, 570]
kumta-headline-line2: ಮಲ್ಟಿ ಸ್ಪೆಷಾಲಿಟಿ ಹಾಸ್ಪಿಟಲ್: [430, 1744, 623, 1768]
minority-body: ಅಲ್ಪಸಂಖ್ಯಾತ ವಿದ್ಯಾರ್ಥಿಗಳ ವಸತಿ ಮೆಟ್ರಿಕ್ ನಂತರದ ಒಟ್ಟು 100 ವಿದ್ಯಾರ್ಥಿ ನಿಲಯಗಳ ಸಾಮರ್ಥ್ಯವನ್ನು 2,500ಕ್ಕೆ ಹೆಚ್ಚಿಸಲಾಗುವುದು. ಅಲ್ಪಸಂಖ್ಯಾತ ವಿದ್ಯಾರ್ಥಿಗಳಿಗೆ ಅಭ್ಯಾಸ ಮಾಡಲು ಅನುಕೂಲವಾಗುವಂತೆ ಹೊಸ ಮೆಟ್ರಿಕ್ ನಂತರದ ವಸತಿ ನಿಲಯಗಳನ್ನು ಪ್ರಾರಂಭಿಸಲಾಗುವುದು. ಅಲ್ಪಸಂಖ್ಯಾತರ ಕಾಲೋನಿಗಳ ಅಭಿವೃದ್ಧಿಗೆ 96 ಕೋಟಿ ರು. ಅನುದಾನ ನೀಡಲಾಗಿದೆ. ಮೌಲಾನಾ ಆಜಾದ್ ಮಾದರಿ ಶಾಲೆಗಳಿಗೆ ಹೆಚ್ಚುವರಿ ತರಗತಿ ಕೊಠಡಿಗಳನ್ನು ನಿರ್ಮಿಸಲಾಗುವುದು. ಅಲ್ಪಸಂಖ್ಯಾತರ ಕಲ್ಯಾಣಕ್ಕಾಗಿ ಒಟ್ಟು 7,800 ವಿದ್ಯಾರ್ಥಿಗಳಿಗೆ ಪ್ರಯೋಜನ ಸಿಗಲಿದೆ. ರಾಜ್ಯದ ಒಟ್ಟು 29 ಕಡೆಗಳಲ್ಲಿ ಅಲ್ಪಸಂಖ್ಯಾತ ವಿದ್ಯಾರ್ಥಿಗಳಿಗೆ ವಸತಿ ಶಾಲೆ ಆರಂಭ ಮಾಡಲಾಗುವುದು. ಈ ವಿದ್ಯಾರ್ಥಿ ನಿಲಯಗಳು 6 ರಿಂದ 12ನೇ ತರಗತಿವರೆಗಿನ ಸಿಬಿಎಸ್ಇ ಪಠ್ಯಕ್ರಮದಲ್ಲಿ ಶಿಕ್ಷಣ ನೀಡಲಿವೆ. ವಕ್ಫ್ ಆಸ್ತಿಗಳ ರಕ್ಷಣೆಗೆ ಕ್ರಮ ಕೈಗೊಳ್ಳಲಾಗುವುದು. ಅಲ್ಪಸಂಖ್ಯಾತ ಸಮುದಾಯದ ಯುವಕರಿಗೆ ಸ್ವಯಂ ಉದ್ಯೋಗಕ್ಕಾಗಿ ಸಾಲ ಸೌಲಭ್ಯ ಒದಗಿಸಲಾಗುವುದು. ಬೆಂಗಳೂರಿನ ಹಜ್ ಭವನದಲ್ಲಿ ತರಬೇತಿ ಕೇಂದ್ರ ಆರಂಭಿಸಲಾಗುವುದು. ಅಲ್ಪಸಂಖ್ಯಾತರ ಕಲ್ಯಾಣಕ್ಕಾಗಿ ರಾಜ್ಯ ಸರಕಾರ ಹಲವು ಯೋಜನೆಗಳನ್ನು ಪ್ರಕಟಿಸಿದ್ದು, ಹಳೆಯ ಯೋಜನೆಗಳನ್ನು ಮುಂದುವರೆಸಲಾಗಿದೆ. ಜೈನ, ಬೌದ್ಧ ಮತ್ತು ಸಿಖ್ ಸಮುದಾಯದ ಅಭಿವೃದ್ಧಿಗೆ ವಿಶೇಷ ಅನುದಾನ ಮೀಸಲಿಡಲಾಗಿದೆ. ಕ್ರೈಸ್ತ ಸಮುದಾಯದ ಅಭಿವೃದ್ಧಿಗೆ 100 ಕೋಟಿ ರು. ಅನುದಾನ ಮೀಸಲಿರಿಸಲಾಗಿದೆ.: [430, 1331, 1086, 1485]
hospital-sign-text: HOSPITAL: [650, 1828, 700, 1839]
divider-mid-left: [434, 580, 435, 1252]
dandeli-story: [768, 1780, 1088, 2304]
left-item-1-head: ಜನರ ಕಿವಿ ಮೇಲೆ ಹೂವಿಡುವ ಪ್ರಯತ್ನ: [52, 1448, 309, 1473]
contact-email[interactable]: E-mail: karavali2008@gmail.com: [906, 28, 1111, 44]
koodanagal-box-title: ಕೊಡ್ಡನಯಲ್ಲಿ ಕೈಗಾರಿಕಾ ವಸಾಹತು: [906, 922, 1136, 954]
right-item-3-sig: ವೈ. ನಾರಾಯಣ ನಾಯ್ಕ, ಜೆಡಿಎಸ್ ರಾಜ್ಯ ಪ್ರಧಾನ ಕಾರ್ಯದರ್ಶಿ: [1215, 1742, 1468, 1758]
hospital-illustration: [600, 1814, 750, 1934]
right-opinions-panel: [1104, 1266, 1480, 2306]
right-item-3-head: ಚುನಾವಣಾ ಕಾಲದ ಗಿಮಿಕ್: [1116, 1674, 1298, 1699]
left-item-3-sig: ವಿ.ಎಸ್ ಪಾಟೀಲ್, ಮಾಜಿ ಶಾಸಕ: [268, 1734, 402, 1750]
kumta-dateline: ಕುಮಟಾ:: [440, 1785, 476, 1799]
left-item-0-sig: ಶಿವರಾಮ ಹೆಬ್ಬಾರ್, ಕಾರ್ಮಿಕ ಸಚಿವರು: [244, 1410, 402, 1426]
stadium-headline-line2: ಕ್ರೀಡಾಂಗಣಕ್ಕಾಗಿ 100 ಕೋ. ರು: [36, 619, 330, 649]
dandeli-body: ಹೊಸ ತಾಲೂಕಾಗಿರುವ ದಾಂಡೇಲಿಗೆ ಈ ಬಜೆಟ್ನಲ್ಲಿ ಹೊಸ ಯೋಜನೆ ನೀಡಬಹುದು ಎನ್ನುವ ನಿರೀಕ್ಷೆಗೆ ಸರಕಾರ ತಣ್ಣೀರು ಎರಚಿದೆ. ವಿಶೇಷ ಅನುದಾನ ನೀಡುವ ಬಗ್ಗೆ ಬಜೆಟ್ನಲ್ಲಿ ಪ್ರಸ್ತಾಪ ಮಾಡಿಲ್ಲ. ದಾಂಡೇಲಿ ತಾಲೂಕಾಗಿ ಐದು ವರ್ಷಗಳೇ ಕಳೆದರೂ ಎಲ್ಲ ಇಲಾಖೆಗಳ ಕಚೇರಿಗಳು ಇನ್ನೂ ಆರಂಭವಾಗಿಲ್ಲ. ತಾಲೂಕು ಆಡಳಿತ ಸೌಧ ನಿರ್ಮಾಣ ಕಾಮಗಾರಿ ಪೂರ್ಣಗೊಂಡಿಲ್ಲ. ಕೈಗಾರಿಕಾ ನಗರವಾಗಿರುವ ದಾಂಡೇಲಿಯಲ್ಲಿ ಕಾರ್ಮಿಕರ ಹಿತರಕ್ಷಣೆಗೆ ಯಾವುದೇ ಯೋಜನೆ ಪ್ರಕಟಿಸಿಲ್ಲ. ಪ್ರವಾಸೋದ್ಯಮ ಅಭಿವೃದ್ಧಿಗೆ ವಿಫುಲ ಅವಕಾಶವಿರುವ ದಾಂಡೇಲಿಗೆ ಈ ಬಜೆಟ್ನಲ್ಲಿ ಪ್ರವಾಸೋದ್ಯಮ ಅಭಿವೃದ್ಧಿಗೆ ಅನುದಾನ ನೀಡಿಲ್ಲ. ಅದರಂತೆ ಜಲಸಾಹಸ ಕ್ರೀಡೆಗಳ ಅಭಿವೃದ್ಧಿ, ಕಾಳಿ ನದಿ ತೀರದ ಅಭಿವೃದ್ಧಿಗೆ ಯಾವುದೇ ಯೋಜನೆ ಇಲ್ಲ. ದಾಂಡೇಲಿಯ ತಾಲೂಕು ಆಸ್ಪತ್ರೆ ಮೇಲ್ದರ್ಜೆಗೇರಿಸುವ ಬೇಡಿಕೆಯೂ ಈಡೇರಿಲ್ಲ. ನಿರುದ್ಯೋಗಿ ಯುವಜನತೆಗೆ ಉದ್ಯೋಗ ಸೃಷ್ಟಿಸುವ ಯಾವುದೇ ಕೈಗಾರಿಕೆ ಘೋಷಣೆಯಾಗಿಲ್ಲ. ರಾಜ್ಯದಲ್ಲಿ ಈ ಬಜೆಟ್ ಉತ್ತಮವಾಗಿದೆ ಎಂದು ಹೇಳಲಾಗಿದ್ದರೂ ದಾಂಡೇಲಿಗೆ ನಿರಾಶಾದಾಯಕವಾಗಿದ್ದು ಜನರಲ್ಲಿ ಅಸಮಾಧಾನ ಮೂಡಿಸಿದೆ. ದಾಂಡೇಲಿ ಅಭಿವೃದ್ಧಿಗೆ ಸರಕಾರ ಮುಂದಿನ ದಿನಗಳಲ್ಲಿಯಾದರೂ ಗಮನ ಹರಿಸಬೇಕಿದೆ ಎಂದು ನಾಗರಿಕರು ಒತ್ತಾಯಿಸಿದ್ದಾರೆ.: [768, 1781, 1088, 2022]
left-item-4-body: ಈ ಸಾಲಿನ ಬಜೆಟ್ ಅಭಿವೃದ್ಧಿಗಿಂತ ಚುನಾವಣೆ ಗಮನದಲ್ಲಿರಿಸಿ ಮಂಡಿಸಿದಂತಿದೆ. ಕುಮಟಾದಲ್ಲಿ ಸೂಪರ್ ಸ್ಪೆಷಾಲಿಟಿ ಆಸ್ಪತ್ರೆ ಘೋಷಣೆ ಸ್ವಾಗತಾರ್ಹ, ಆದರೆ ಅದರ ಅನುಷ್ಠಾನದ ಬಗ್ಗೆ ಸಂಶಯವಿದೆ.: [52, 1788, 402, 1820]
issue-date: 18 ಫೆಬ್ರವರಿ 2023 ಶನಿವಾರ: [28, 28, 185, 46]
dandeli-headline-line2: ಯೋಜನೆಗಳು: ಬಾರದ ಇಲಾಖೆಗಳು: [768, 1742, 1004, 1764]
right-item-4-body: ಈ ಬಜೆಟ್ ಕೇವಲ ಆಶ್ವಾಸನೆಗಳ ಪಟ್ಟಿಯಾಗಿದೆ. ಕಳೆದ ಬಜೆಟ್ನಲ್ಲಿ ಘೋಷಿಸಿದ ಯೋಜನೆಗಳು ಜಾರಿಯಾಗದೇ ಉಳಿದಿವೆ. ನಿರುದ್ಯೋಗ ಸಮಸ್ಯೆ ಪರಿಹಾರಕ್ಕೆ ಯಾವುದೇ ಸ್ಪಷ್ಟ ಯೋಜನೆ ಇಲ್ಲ. ಇದು ನಿಷ್ಫಲ ಬಜೆಟ್.: [1116, 1802, 1468, 1851]
district-body-continued: ಮುಖ್ಯಮಂತ್ರಿ ಬಸವರಾಜ ಬೊಮ್ಮಾಯಿ ಮಂಡಿಸಿದ ಬಜೆಟ್ ನಲ್ಲಿ ಉತ್ತರ ಕನ್ನಡ ಜಿಲ್ಲೆಗೆ ಹೆಚ್ಚಿನ ಆದ್ಯತೆ ನೀಡಲಾಗಿದೆ. ಇದು ಜಿಲ್ಲೆಯ ಅಭಿವೃದ್ಧಿಗೆ ಪೂರಕ ಜನಪರವಾದದ್ದಾಗಿದೆ ಎಂದು ಜಿಲ್ಲಾ ಬಿಜೆಪಿ ಅಧ್ಯಕ್ಷ ವೆಂಕಟೇಶ ನಾಯಕ ಹೇಳಿದರು. ನಗರದ ದೀನದಯಾಳ ಸಭಾಭವನದಲ್ಲಿ ಶುಕ್ರವಾರ ಸುದ್ದಿಗೋಷ್ಠಿಯಲ್ಲಿ ಮಾತನಾಡಿದರು. ಜಿಲ್ಲೆಯ ಕರಾವಳಿ ಭಾಗದ ಪ್ರವಾಸೋದ್ಯಮಕ್ಕೆ ಕಡಲಸಂಪರ್ಕ ಯೋಜನೆ, ಸಿಆರ್ಜೆಡ್ ನಿಯಮ ಸಡಿಲಿಕೆ ಮೂಲಕ ಉತ್ತೇಜನ ನೀಡಲಾಗಿದೆ. ಕುಮಟಾದಲ್ಲಿ ಜನರ ನಿರೀಕ್ಷೆಯಂತೆ ಸೂಪರ್ ಸ್ಪೆಷಾಲಿಟಿ ಆಸ್ಪತ್ರೆ ಮಂಜೂರು ಮಾಡಿರುವುದು ಸ್ವಾಗತಾರ್ಹ. ರೈತರಿಗೆ ಬಡ್ಡಿ ರಹಿತ ಸಾಲದ ಮಿತಿಯನ್ನು 5 ಲಕ್ಷಕ್ಕೆ ಏರಿಸಲಾಗಿದೆ. ಭೂಸಿರಿ ಯೋಜನೆ ಮೂಲಕ ರೈತರಿಗೆ ಹೆಚ್ಚುವರಿ ನೆರವು ನೀಡಲಾಗಿದೆ. ಜಿಲ್ಲೆಯ ಮೀನುಗಾರರಿಗೆ ಹಲವು ಯೋಜನೆಗಳನ್ನು ನೀಡಲಾಗಿದೆ ಎಂದರು. ಈ ಸಂದರ್ಭದಲ್ಲಿ ಜಿಲ್ಲಾ ಪ್ರಧಾನ ಕಾರ್ಯದರ್ಶಿ ಸೇರಿದಂತೆ ಪಕ್ಷದ ಮುಖಂಡರು ಉಪಸ್ಥಿತರಿದ್ದರು.: [646, 915, 890, 1156]
lead-body: ಮುಖ್ಯಮಂತ್ರಿ ಬಸವರಾಜ ಬೊಮ್ಮಾಯಿ ನೇತೃತ್ವದ ರಾಜ್ಯ ಸರಕಾರದ ಅಯವ್ಯಯ ಪಿಂಡದಂತೆ ಕಿಂಗಳ ರಾಜ್ಯ ರಾಜ್ಯಕ್ಕೆ ಬಲದ ಬರಲಿರುವ ಚುನಾವಣೆಗೆ ತೆರೆದುಕೊಳ್ಳುವ ಸರಕಾರ ಭಟ್ಕಳ ಹೊನ್ನಾವರ ವಿಧಾನಸಭಾ ಕ್ಷೇತ್ರಕ್ಕೆ ವಿಶೇಷವಾದ ನೀಡದೆ ಬಂದ ಬಹುತ್ತೂ ಜನರು ಭಾವಿಸಿದ್ದಾರೆ. ಆದರೆ ಕಳಗಾರಿದ ಕಿಟ್ಟದ್ದೇ ಇವೂ ಏಮಿಂದಲೆ ಸರಕಾರ ಈ ಬಾರಿ ಭಟ್ಕಳಕ್ಕೆ ಏನು ಕೊಡಿಸಿರುವುದು ಸ್ಪಷ್ಟವಾಗಿದೆ. ಭಟ್ಕಳ ತಾಲೂಕಿನಲ್ಲಿ ಸಮುದಾಯಕ್ಕೆ ವಿಸ್ತರಿಸಿದ್ದ ತಾಣದಾಗಿದ್ದು, ವರ್ಷದಿಂದ ವರ್ಷಕ್ಕೆ ಏರಿಯಾಗುತ್ತಿರುವ ಪ್ರವಾಸಿಗರ ಸಂಖ್ಯೆಗೆ ಅನುಗುಣವಾಗಿ ಪಾರ್ಕಿಂಗ್ ಸೇರಿದಂತೆ ಮೂಲಭೂತ ಸೌಕರ್ಯ ಕಲ್ಪಿಸಬೇಕಾಗಿದ್ದು, ವಿಶೇಷ ಅನುದಾನದ ನಿರೀಕ್ಷೆಯಲ್ಲಿದ್ದ ಇಲ್ಲಿನ ಜನರಿಗೆ ನಿರಾಸೆಯಾಗಿದೆ. ಸರಕಾರ ಬಜೆಟ್ನಲ್ಲಿ ವಿವಿಧ ಪ್ರವಾಸಿ ಸ್ಥಳಗಳಿಗೆ ಪ್ರಕಟಿಸಲಾದ ಅನುದಾನ ಒದಗಿಸಿ ಸಣ್ಣ ಮಾಡಿದ್ದಾರೆ. ವಿಶ್ವದಲ್ಲೇಯೇ ಪ್ರಖ್ಯಾತಿಯನ್ನು ಪಡೆದಿರುವ ಮುರುಡೇಶ್ವರವನ್ನು ನಿರ್ಲಕ್ಷಿಸಿರುವುದು ಸರಿಯಲ್ಲ. ಹೊಸ ಅಭಿವೃದ್ಧಿ ಯೋಜನೆಯ ಅನುಷ್ಠಾನದ ನಿರೀಕ್ಷೆಯಲ್ಲಿ ಕಡಲ ತೀರದ ಗ್ರಾಮಗಳ ಜನರ ಮೂಲಭೂತ ಸೌಲಭ್ಯಕ್ಕೆ ನಿರೀಕ್ಷೆ ಮಾಡಲಾಗಿತ್ತು. ಹಳೆಯ ಸಮಸ್ಯೆಯಿಂದ ಹೊರ ಬರಲು ಇನ್ನಷ್ಟು ಅನುದಾನದ ನಿರೀಕ್ಷೆಯಲ್ಲಿದ್ದ ಮೀನುಗಾರರಿಗೆ 2023ರ ಬಜೆಟ್ ಹೆಚ್ಚು ತೃಪ್ತಿಯನ್ನು ನೀಡಿಲ್ಲ. ಅಲ್ಲದೇ ಹೊಸ ಮೀನುಗಾರಿಕೆ ಬಂದರು ನಿರ್ಮಾಣ ಮಾಡಬೇಕೆಂಬ ಬೇಡಿಕೆ ಈಡೇರಿಲ್ಲ. ಈ ಬಜೆಟ್ನಲ್ಲಿ ಅಲ್ಪಸಂಖ್ಯಾತರ ಅಭಿವೃದ್ಧಿಗೆ ಯಾವುದೇ ಹೊಸ ಯೋಜನೆಗಳನ್ನು ಪ್ರಕಟಿಸದೆ ನಿರಾಸೆ ಮೂಡಿಸಲಾಗಿದೆ. ಕರಾವಳಿ ಭಾಗದ ಜನರಿಗೆ ಅದರ ಪ್ರಯೋಜನ ಅತ್ಯಲ್ಪವೇ ಎಂದು ಮಾತು ಕೇಳಿ ಬರುತ್ತಿದೆ. ಇದರ ಹಿಂದಿನ ಬಜೆಟ್ ಅನುಷ್ಠಾನವನ್ನು ಕಂಡ ಭಟ್ಕಳದ ಜನರು ಈ ಬಾರಿ ಯಾವುದೇ ಭರವಸೆ ಇಟ್ಟುಕೊಂಡಿರಲಿಲ್ಲ ಎಂದು ಹೇಳಲಾಗುತ್ತಿದೆ. ತಾಲೂಕು ಆಸ್ಪತ್ರೆಯ ಮೇಲ್ದರ್ಜೆಗೇರಿಸುವ ಕುರಿತು ಹಾಗೂ ಕುಡಿಯುವ ನೀರಿನ ಯೋಜನೆಗೆ ಅನುದಾನ ಒದಗಿಸುವ ಕುರಿತು ಬಜೆಟ್ ಮೌನ ವಹಿಸಿದೆ ಎಂದು ನಾಗರಿಕರು ಅಭಿಪ್ರಾಯಪಟ್ಟಿದ್ದಾರೆ.: [36, 147, 576, 370]
fishermen-field-photo: [1340, 772, 1480, 872]
right-item-1-sig: ಕೃಷ್ಣ ಕೊಠಾರಕರ್, ಜಿ.ಪಂ. ಮಾಜಿ ಸದಸ್ಯ: [1301, 1516, 1468, 1532]
